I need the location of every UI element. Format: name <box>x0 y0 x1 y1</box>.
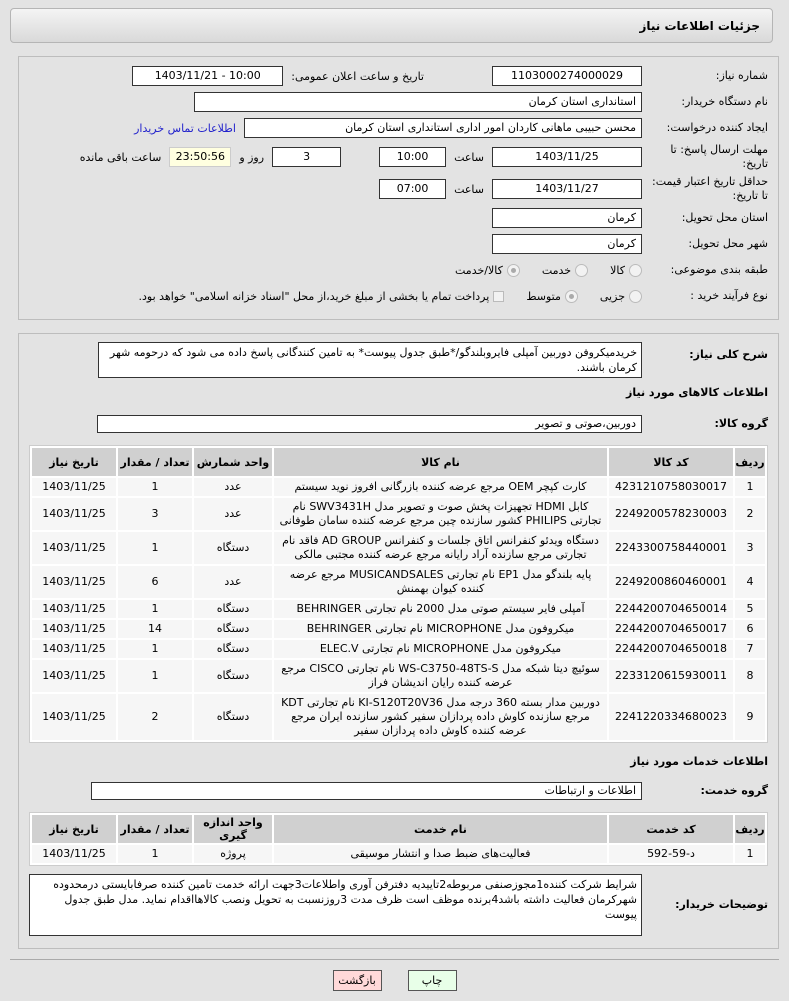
category-label: طبقه بندی موضوعی: <box>670 263 768 276</box>
page-header <box>10 8 773 43</box>
table-cell: دوربین مدار بسته 360 درجه مدل KI-S120T20V36 نام تجارتی KDT مرجع سازنده کاوش داده پردازان سفیر کشور سازنده ایران مرجع عرضه کننده کاوش داده پردازان سفیر <box>274 694 607 740</box>
table-row <box>32 660 765 692</box>
table-cell: دستگاه <box>194 600 272 618</box>
column-header: نام خدمت <box>274 815 607 843</box>
column-header: نام کالا <box>274 448 607 476</box>
table-cell: 1 <box>735 845 765 863</box>
notes-row <box>29 874 768 936</box>
details-panel <box>18 333 779 949</box>
column-header: تعداد / مقدار <box>118 815 192 843</box>
table-cell: 3 <box>118 498 192 530</box>
table-cell: 1403/11/25 <box>32 478 116 496</box>
table-row <box>32 532 765 564</box>
page-title: جزئیات اطلاعات نیاز <box>639 19 760 33</box>
table-cell: دستگاه <box>194 640 272 658</box>
radio-selected-icon[interactable] <box>507 264 520 277</box>
table-row <box>32 600 765 618</box>
category-row <box>29 259 768 281</box>
table-row <box>32 566 765 598</box>
description-row <box>29 342 768 378</box>
city-label: شهر محل تحویل: <box>688 237 768 250</box>
table-cell: 1403/11/25 <box>32 694 116 740</box>
print-button[interactable]: چاپ <box>408 970 457 991</box>
goods-group-field: دوربین،صوتی و تصویر <box>97 415 642 433</box>
table-cell: 4231210758030017 <box>609 478 733 496</box>
contact-info-link[interactable]: اطلاعات تماس خریدار <box>134 121 236 135</box>
table-cell: 3 <box>735 532 765 564</box>
province-label: استان محل تحویل: <box>681 211 768 224</box>
deadline-label: مهلت ارسال پاسخ: تا تاریخ: <box>670 143 768 170</box>
process-row <box>29 285 768 307</box>
table-cell: 1403/11/25 <box>32 600 116 618</box>
table-cell: 1403/11/25 <box>32 498 116 530</box>
table-cell: 14 <box>118 620 192 638</box>
radio-selected-icon[interactable] <box>565 290 578 303</box>
category-goods[interactable]: کالا <box>610 264 642 277</box>
column-header: کد کالا <box>609 448 733 476</box>
table-row <box>32 845 765 863</box>
buyer-org-label: نام دستگاه خریدار: <box>681 95 768 108</box>
column-header: تعداد / مقدار <box>118 448 192 476</box>
validity-row <box>29 175 768 203</box>
table-cell: عدد <box>194 498 272 530</box>
process-label: نوع فرآیند خرید : <box>690 289 768 302</box>
table-cell: 9 <box>735 694 765 740</box>
table-cell: 2 <box>118 694 192 740</box>
table-cell: 2249200860460001 <box>609 566 733 598</box>
table-cell: پروژه <box>194 845 272 863</box>
table-cell: 2 <box>735 498 765 530</box>
column-header: تاریخ نیاز <box>32 448 116 476</box>
category-service[interactable]: خدمت <box>542 264 588 277</box>
deadline-time-label: ساعت <box>454 150 484 164</box>
creator-row <box>29 117 768 139</box>
remaining-label: ساعت باقی مانده <box>79 150 162 164</box>
days-field: 3 <box>272 147 341 167</box>
need-number-label: شماره نیاز: <box>715 69 768 82</box>
table-cell: 1 <box>118 660 192 692</box>
table-cell: 1 <box>118 532 192 564</box>
city-field: کرمان <box>492 234 642 254</box>
services-table <box>29 812 768 866</box>
city-row <box>29 233 768 255</box>
validity-date-field: 1403/11/27 <box>492 179 642 199</box>
table-cell: کارت کپچر OEM مرجع عرضه کننده بازرگانی افروز نوید سیستم <box>274 478 607 496</box>
table-row <box>32 620 765 638</box>
notes-label: توضیحات خریدار: <box>675 898 768 911</box>
validity-time-field: 07:00 <box>379 179 446 199</box>
table-cell: آمپلی فایر سیستم صوتی مدل 2000 نام تجارتی BEHRINGER <box>274 600 607 618</box>
table-cell: 1403/11/25 <box>32 566 116 598</box>
table-cell: 4 <box>735 566 765 598</box>
table-cell: 6 <box>118 566 192 598</box>
table-cell: پایه بلندگو مدل EP1 نام تجارتی MUSICANDSALES مرجع عرضه کننده کیوان بهمنش <box>274 566 607 598</box>
validity-label: حداقل تاریخ اعتبار قیمت: تا تاریخ: <box>652 175 768 202</box>
announce-label: تاریخ و ساعت اعلان عمومی: <box>291 69 424 83</box>
goods-table <box>29 445 768 743</box>
category-goods-service[interactable]: کالا/خدمت <box>455 264 520 277</box>
notes-textarea[interactable]: شرایط شرکت کننده1مجوزصنفی مربوطه2تاییدیه دفترفن آوری واطلاعات3جهت ارائه خدمت تامین کننده صرفابایستی درمحدوده شهرکرمان فعالیت داشته باشد4برنده موظف است ظرف مدت 3روزنسبت به تحویل ونصب کالاهااقدام نماید. مدل طبق جدول پیوست <box>29 874 642 936</box>
process-medium[interactable]: متوسط <box>526 290 578 303</box>
radio-icon[interactable] <box>629 290 642 303</box>
deadline-row <box>29 143 768 171</box>
column-header: واحد شمارش <box>194 448 272 476</box>
table-cell: کابل HDMI تجهیزات پخش صوت و تصویر مدل SWV3431H نام تجارتی PHILIPS کشور سازنده چین مرجع عرضه کننده سامان طوفانی <box>274 498 607 530</box>
table-cell: 6 <box>735 620 765 638</box>
table-cell: دستگاه <box>194 694 272 740</box>
table-cell: عدد <box>194 566 272 598</box>
table-cell: 1 <box>118 478 192 496</box>
table-cell: 2249200578230003 <box>609 498 733 530</box>
goods-group-row <box>29 413 768 435</box>
table-row <box>32 498 765 530</box>
column-header: ردیف <box>735 815 765 843</box>
treasury-option[interactable]: پرداخت تمام یا بخشی از مبلغ خرید،از محل "اسناد خزانه اسلامی" خواهد بود. <box>139 290 505 303</box>
table-cell: 1 <box>118 845 192 863</box>
table-row <box>32 640 765 658</box>
table-cell: میکروفون مدل MICROPHONE نام تجارتی ELEC.V <box>274 640 607 658</box>
table-cell: 1 <box>118 600 192 618</box>
buyer-org-row <box>29 91 768 113</box>
description-label: شرح کلی نیاز: <box>689 348 768 361</box>
table-cell: دستگاه <box>194 620 272 638</box>
table-cell: 2244200704650017 <box>609 620 733 638</box>
services-heading: اطلاعات خدمات مورد نیاز <box>630 755 768 768</box>
table-cell: 5 <box>735 600 765 618</box>
validity-time-label: ساعت <box>454 182 484 196</box>
table-cell: 2244200704650018 <box>609 640 733 658</box>
goods-group-label: گروه کالا: <box>714 417 768 430</box>
table-cell: 1403/11/25 <box>32 640 116 658</box>
table-cell: دستگاه <box>194 532 272 564</box>
table-cell: سوئیچ دیتا شبکه مدل WS-C3750-48TS-S نام تجارتی CISCO مرجع عرضه کننده رایان اندیشان فراز <box>274 660 607 692</box>
process-minor[interactable]: جزیی <box>600 290 642 303</box>
table-cell: 2243300758440001 <box>609 532 733 564</box>
radio-icon[interactable] <box>575 264 588 277</box>
table-cell: 1403/11/25 <box>32 845 116 863</box>
goods-heading: اطلاعات کالاهای مورد نیاز <box>626 386 768 399</box>
deadline-time-field: 10:00 <box>379 147 446 167</box>
table-cell: 1403/11/25 <box>32 532 116 564</box>
table-cell: 2241220334680023 <box>609 694 733 740</box>
creator-label: ایجاد کننده درخواست: <box>666 121 768 134</box>
table-cell: میکروفون مدل MICROPHONE نام تجارتی BEHRINGER <box>274 620 607 638</box>
services-group-label: گروه خدمت: <box>700 784 768 797</box>
province-field: کرمان <box>492 208 642 228</box>
services-group-field: اطلاعات و ارتباطات <box>91 782 642 800</box>
column-header: واحد اندازه گیری <box>194 815 272 843</box>
need-number-row <box>29 65 768 87</box>
table-cell: 1403/11/25 <box>32 660 116 692</box>
announce-field: 1403/11/21 - 10:00 <box>132 66 283 86</box>
table-row <box>32 694 765 740</box>
table-cell: دستگاه <box>194 660 272 692</box>
need-info-panel <box>18 56 779 320</box>
table-cell: دستگاه ویدئو کنفرانس اتاق جلسات و کنفرانس AD GROUP فاقد نام تجارتی مرجع سازنده آراد رایانه مرجع عرضه کننده مجتبی مالکی <box>274 532 607 564</box>
table-cell: فعالیت‌های ضبط صدا و انتشار موسیقی <box>274 845 607 863</box>
button-bar <box>10 959 779 991</box>
column-header: تاریخ نیاز <box>32 815 116 843</box>
table-cell: 8 <box>735 660 765 692</box>
remaining-time-field: 23:50:56 <box>169 147 231 167</box>
table-cell: 1 <box>118 640 192 658</box>
deadline-date-field: 1403/11/25 <box>492 147 642 167</box>
creator-field: محسن حبیبی ماهانی کاردان امور اداری استانداری استان کرمان <box>244 118 642 138</box>
description-textarea[interactable]: خریدمیکروفن دوربین آمپلی فایروبلندگو/*طبق جدول پیوست* به تامین کنندگانی پاسخ داده می شود که درحومه شهر کرمان باشند. <box>98 342 642 378</box>
table-cell: عدد <box>194 478 272 496</box>
province-row <box>29 207 768 229</box>
buyer-org-field: استانداری استان کرمان <box>194 92 642 112</box>
table-cell: 1 <box>735 478 765 496</box>
table-cell: 2244200704650014 <box>609 600 733 618</box>
days-label: روز و <box>239 150 265 164</box>
column-header: ردیف <box>735 448 765 476</box>
table-row <box>32 478 765 496</box>
radio-icon[interactable] <box>629 264 642 277</box>
table-cell: 1403/11/25 <box>32 620 116 638</box>
table-cell: 2233120615930011 <box>609 660 733 692</box>
checkbox-icon[interactable] <box>493 291 504 302</box>
services-group-row <box>29 780 768 802</box>
table-cell: د-59-592 <box>609 845 733 863</box>
back-button[interactable]: بازگشت <box>333 970 382 991</box>
column-header: کد خدمت <box>609 815 733 843</box>
need-number-field: 1103000274000029 <box>492 66 642 86</box>
table-cell: 7 <box>735 640 765 658</box>
